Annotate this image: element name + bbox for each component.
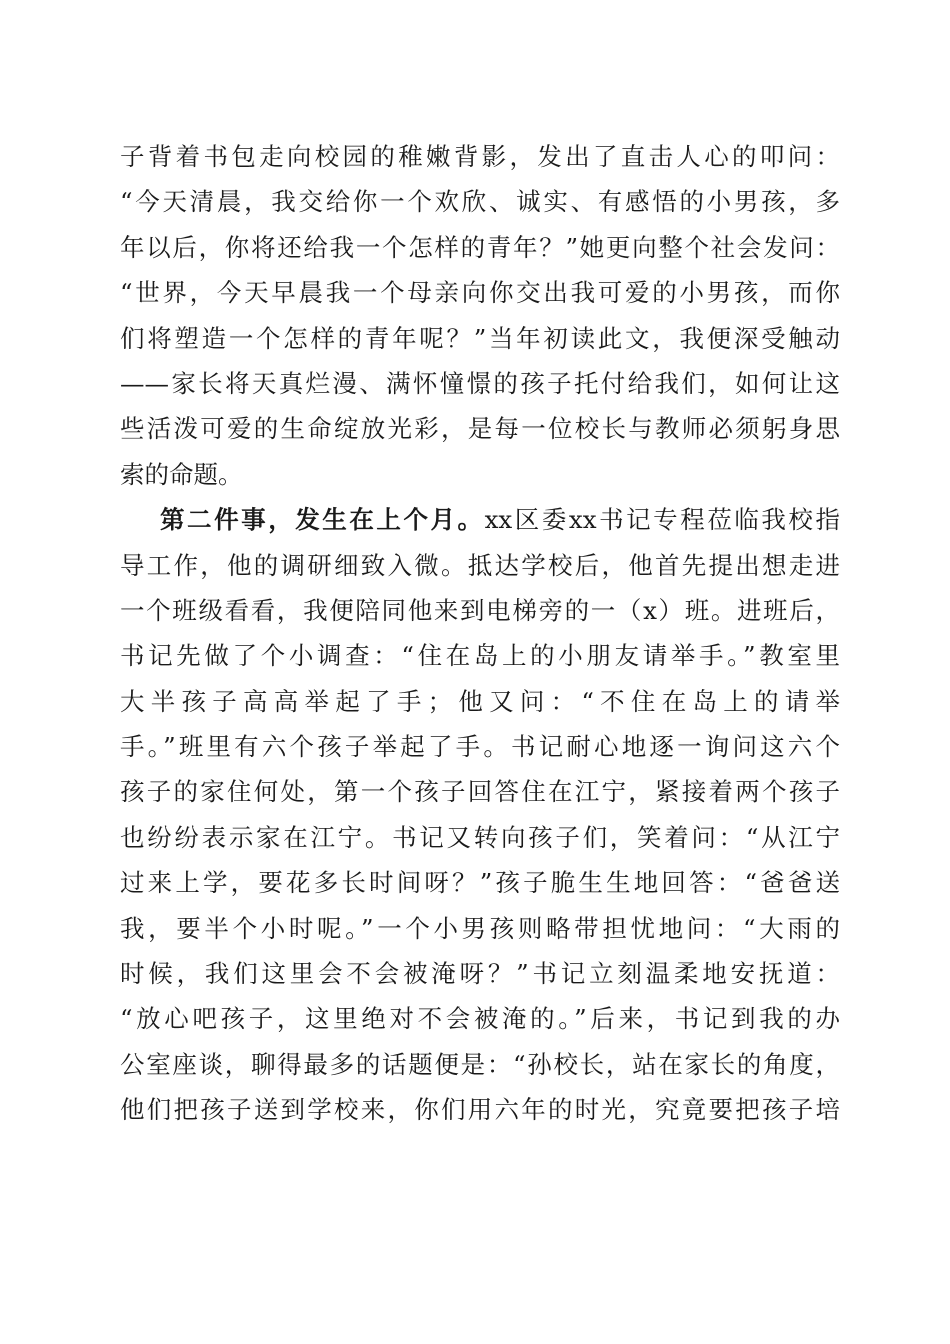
paragraph-2 [120,497,840,1132]
paragraph-2-line: 我，要半个小时呢。”一个小男孩则略带担忧地问：“大雨的 [120,913,840,943]
paragraph-1-line: “世界，今天早晨我一个母亲向你交出我可爱的小男孩，而你 [120,278,840,308]
paragraph-2-line: 书记先做了个小调查：“住在岛上的小朋友请举手。”教室里 [120,641,840,671]
paragraph-2-line: “放心吧孩子，这里绝对不会被淹的。”后来，书记到我的办 [120,1004,840,1034]
paragraph-1-line: 子背着书包走向校园的稚嫩背影，发出了直击人心的叩问： [120,142,840,171]
paragraph-2-line: 也纷纷表示家在江宁。书记又转向孩子们，笑着问：“从江宁 [120,822,840,852]
paragraph-1 [120,134,840,497]
paragraph-1-line: “今天清晨，我交给你一个欢欣、诚实、有感悟的小男孩，多 [120,187,840,217]
paragraph-2-heading: 第二件事，发生在上个月。 [160,505,485,535]
paragraph-2-line: 孩子的家住何处，第一个孩子回答住在江宁，紧接着两个孩子 [120,777,840,807]
body-text [120,134,840,1133]
paragraph-2-line: 大半孩子高高举起了手；他又问：“不住在岛上的请举 [120,686,840,716]
paragraph-2-line: 导工作，他的调研细致入微。抵达学校后，他首先提出想走进 [120,550,840,580]
paragraph-2-line: 手。”班里有六个孩子举起了手。书记耐心地逐一询问这六个 [120,732,840,762]
paragraph-2-line: 公室座谈，聊得最多的话题便是：“孙校长，站在家长的角度， [120,1049,840,1079]
paragraph-1-last-line: 索的命题。 [120,459,243,489]
paragraph-2-line: 一个班级看看，我便陪同他来到电梯旁的一（x）班。进班后， [120,595,840,625]
paragraph-1-line: 些活泼可爱的生命绽放光彩，是每一位校长与教师必须躬身思 [120,414,840,444]
paragraph-2-line: 过来上学，要花多长时间呀？”孩子脆生生地回答：“爸爸送 [120,868,840,898]
paragraph-2-first-line-text: xx区委xx书记专程莅临我校指 [484,505,840,535]
paragraph-2-first-line [120,497,840,542]
paragraph-2-line: 他们把孩子送到学校来，你们用六年的时光，究竟要把孩子培 [120,1095,840,1125]
paragraph-1-line: ——家长将天真烂漫、满怀憧憬的孩子托付给我们，如何让这 [120,368,840,398]
paragraph-1-line: 年以后，你将还给我一个怎样的青年？”她更向整个社会发问： [120,232,840,262]
paragraph-1-line: 们将塑造一个怎样的青年呢？”当年初读此文，我便深受触动 [120,323,840,353]
paragraph-2-line: 时候，我们这里会不会被淹呀？”书记立刻温柔地安抚道： [120,959,840,989]
